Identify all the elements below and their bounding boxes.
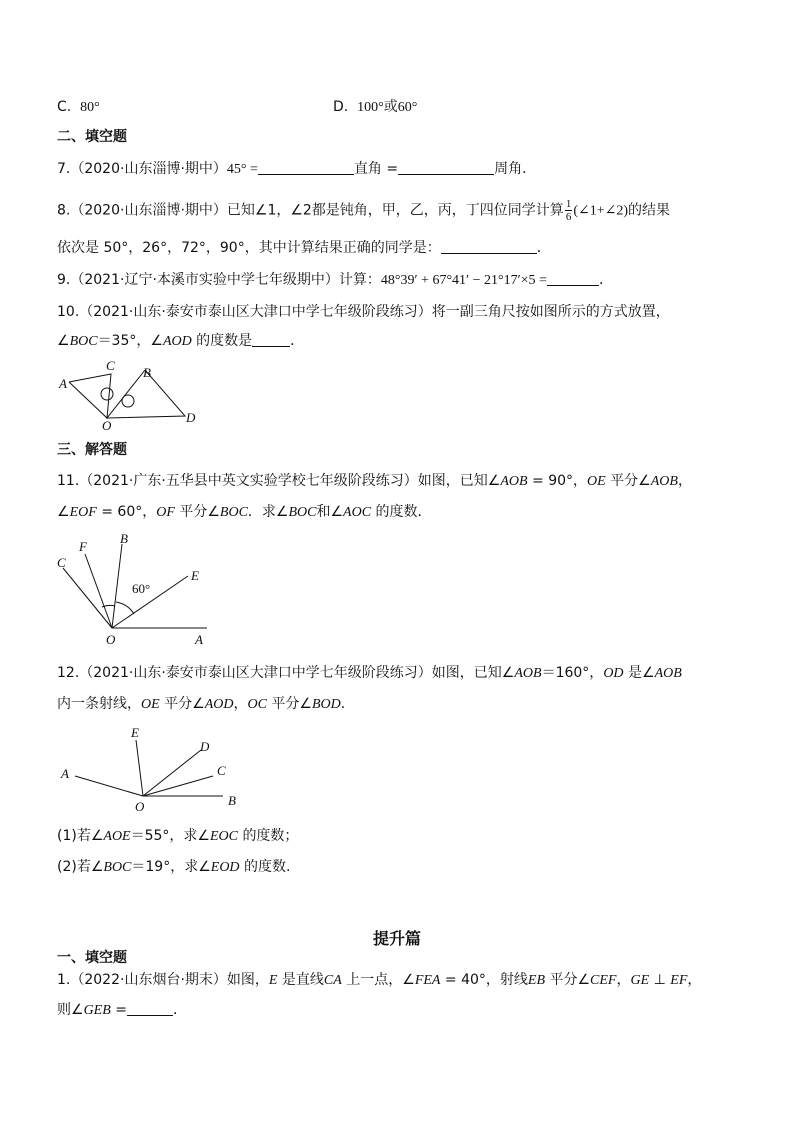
label-o: O [102, 418, 112, 432]
ray-of [85, 554, 112, 628]
label-a: A [59, 376, 67, 391]
question-7: 7.（2020·山东淄博·期中）45° = 直角 = 周角． [57, 161, 537, 177]
answer-blank[interactable] [398, 160, 494, 175]
figure-angles-q11 [52, 530, 222, 650]
question-12-part1: (1)若∠AOE＝55°，求∠EOC 的度数； [57, 828, 299, 844]
label-c: C [217, 763, 226, 778]
ray-oe [136, 740, 143, 796]
label-a: A [195, 632, 203, 647]
label-d: D [200, 739, 210, 754]
ray-oc [143, 776, 213, 796]
question-9: 9.（2021·辽宁·本溪市实验中学七年级期中）计算：48°39′ + 67°41′ − 21°17′×5 = ． [57, 272, 613, 288]
question-8-line2: 依次是 50°，26°，72°，90°，其中计算结果正确的同学是： ． [57, 240, 551, 256]
ray-oa [75, 776, 143, 796]
angle-marker [122, 395, 134, 407]
question-b1: 1.（2022·山东烟台·期末）如图，E 是直线CA 上一点，∠FEA = 40°，射线EB 平分∠CEF，GE ⊥ EF， [57, 972, 702, 988]
label-e: E [191, 568, 199, 583]
answer-blank[interactable] [547, 271, 599, 286]
label-c: C [57, 555, 66, 570]
triangle-ruler-1 [69, 374, 111, 418]
label-b: B [143, 365, 151, 380]
ray-ob [112, 544, 122, 628]
label-o: O [135, 799, 145, 814]
question-b1-line2: 则∠GEB = ． [57, 1002, 187, 1018]
section-heading-fill-2: 一、填空题 [57, 950, 127, 966]
fraction: $\frac{1}{6}$ [565, 198, 572, 223]
section-title: 提升篇 [372, 929, 421, 948]
question-12-line2: 内一条射线，OE 平分∠AOD，OC 平分∠BOD. [57, 696, 346, 712]
question-11: 11.（2021·广东·五华县中英文实验学校七年级阶段练习）如图，已知∠AOB = 90°，OE 平分∠AOB， [57, 473, 692, 489]
answer-blank[interactable] [252, 332, 290, 347]
angle-arc [116, 602, 134, 614]
answer-blank[interactable] [127, 1001, 173, 1016]
label-a: A [61, 766, 69, 781]
label-b: B [228, 793, 236, 808]
question-10-line2: ∠BOC＝35°，∠AOD 的度数是 ． [57, 333, 305, 349]
option-d: D. 100°或60° [333, 99, 418, 115]
label-b: B [120, 531, 128, 546]
question-12: 12.（2021·山东·泰安市泰山区大津口中学七年级阶段练习）如图，已知∠AOB＝160°，OD 是∠AOB [57, 665, 682, 681]
answer-blank[interactable] [441, 239, 537, 254]
label-f: F [79, 539, 87, 554]
question-12-part2: (2)若∠BOC＝19°，求∠EOD 的度数. [57, 859, 291, 875]
label-d: D [186, 410, 196, 425]
angle-marker [101, 388, 113, 400]
label-o: O [106, 632, 116, 647]
option-c: C. 80° [57, 99, 100, 115]
label-c: C [106, 360, 115, 373]
figure-angles-q12 [55, 722, 245, 814]
figure-triangle-rulers [55, 360, 215, 432]
section-heading-fill: 二、填空题 [57, 129, 127, 145]
question-8: 8.（2020·山东淄博·期中）已知∠1，∠2都是钝角，甲，乙，丙，丁四位同学计算 $\frac{1}{6}$ (∠1+∠2)的结果 [57, 198, 670, 223]
ray-oc [63, 568, 112, 628]
section-heading-solve: 三、解答题 [57, 442, 127, 458]
question-11-line2: ∠EOF = 60°，OF 平分∠BOC．求∠BOC和∠AOC 的度数． [57, 504, 432, 520]
question-10: 10.（2021·山东·泰安市泰山区大津口中学七年级阶段练习）将一副三角尺按如图所示的方式放置， [57, 304, 670, 320]
label-e: E [131, 725, 139, 740]
answer-blank[interactable] [258, 160, 354, 175]
angle-label: 60° [132, 581, 151, 596]
ray-od [143, 750, 201, 796]
